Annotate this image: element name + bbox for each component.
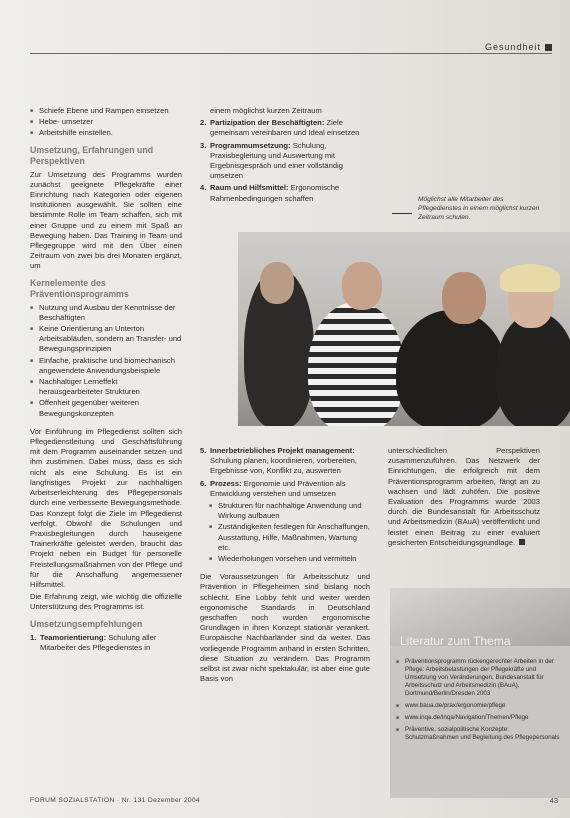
- paragraph: unterschiedlichen Perspektiven zusammenzuführen. Das Netzwerk der Einrichtungen, die erfolgreich mit dem Präventionsprogramm arbeiten, fängt an zu wachsen und lädt zuhöfen. Die positive Evaluation des Programms wurde 2003 durch die Bundesanstalt für Arbeitsschutz und Arbeitsmedizin (BAuA) veröffentlicht und leistet einen Beitrag zu einer evaluiert gesicherten Entscheidungsgrundlage.: [388, 446, 540, 547]
- photo-caption: Möglichst alle Mitarbeiter des Pflegedienstes in einem möglichst kurzen Zeitraum schulen.: [418, 196, 540, 221]
- list-item: ■ Präventionsprogramm rückengerechter Arbeiten in der Pflege: Arbeitsbelastungen der Pflegekräfte und Umsetzung von Veränderungen, Bundesanstalt für Arbeitsschutz und Arbeitsmedizin (BAuA), Dortmund/Berlin/Dresden 2003: [396, 658, 560, 698]
- list-item: 1. Teamorientierung: Schulung aller Mitarbeiter des Pflegedienstes in: [30, 632, 157, 652]
- right-column: [388, 446, 540, 550]
- person-3-face: [442, 272, 486, 324]
- caption-rule: [392, 213, 412, 214]
- list-item: ■ Zuständigkeiten festlegen für Anschaffungen, Ausstattung, Hilfe, Maßnahmen, Wartung etc.: [200, 522, 370, 553]
- person-2: [308, 302, 404, 426]
- paragraph: Zur Umsetzung des Programms wurden zunächst geeignete Pflegekräfte einer Einrichtung nach Kategorien oder eigenen Institutionen ausgewählt. Sie sollten eine bestimmte Rolle im Team schaffen, sich mit einer Gruppe und zu einem mit Spaß an Bewegung haben. Das Training in Team und Pflegegruppe wird mit den Über einen Zeitraum von zwei bis drei Monaten ergänzt, um: [30, 169, 182, 271]
- left-column: [30, 106, 182, 655]
- list-item: ■ Nutzung und Ausbau der Kenntnisse der Beschäftigten: [30, 303, 182, 323]
- paragraph: einem möglichst kurzen Zeitraum: [210, 106, 322, 115]
- top-bullet-list: [30, 106, 182, 139]
- person-4: [496, 312, 570, 426]
- list-item: 6. Prozess: Ergonomie und Prävention als Entwicklung verstehen und umsetzen: [200, 478, 346, 498]
- list-item: ■ www.inqa.de/Inqa/Navigation/Themen/Pflege: [396, 714, 560, 722]
- footer-text: FORUM SOZIALSTATION · Nr. 131 Dezember 2004: [30, 797, 201, 804]
- list-item: ■ Schiefe Ebene und Rampen einsetzen: [30, 106, 182, 116]
- list-item: ■ Offenheit gegenüber weiteren Bewegungskonzepten: [30, 398, 182, 418]
- list-item: 2. Partizipation der Beschäftigten: Ziele gemeinsam vereinbaren und Ideal einsetzen: [200, 118, 360, 138]
- list-item: ■ Strukturen für nachhaltige Anwendung und Wirkung aufbauen: [200, 501, 370, 521]
- person-3: [396, 310, 506, 426]
- page-number: 43: [549, 796, 558, 805]
- list-item: ■ Präventive, sozialpolitische Konzepte: Schutzmaßnahmen und Begleitung des Pflegepersonals: [396, 726, 560, 742]
- list-item: ■ www.baua.de/prax/ergonomie/pflege: [396, 702, 560, 710]
- literature-box-title: Literatur zum Thema: [400, 634, 511, 648]
- kernelemente-list: [30, 303, 182, 419]
- end-mark-icon: [519, 539, 525, 545]
- numbered-list: [30, 633, 182, 653]
- list-item: 5. Innerbetriebliches Projekt management: Schulung planen, koordinieren, vorbereiten, Ergebnisse von, Konflikt zu, auswerten: [200, 446, 357, 476]
- literature-list: [396, 658, 560, 746]
- header-rule: [30, 53, 552, 54]
- heading-umsetzung: Umsetzung, Erfahrungen und Perspektiven: [30, 144, 154, 166]
- list-item: 3. Programmumsetzung: Schulung, Praxisbegleitung und Auswertung mit Ergebnisgespräch und einer vollständig umsetzen: [200, 140, 343, 181]
- paragraph: Die Erfahrung zeigt, wie wichtig die offizielle Unterstützung des Programms ist.: [30, 592, 182, 612]
- heading-empfehlungen: Umsetzungsempfehlungen: [30, 618, 143, 629]
- section-label: Gesundheit: [485, 42, 552, 52]
- numbered-list: [200, 446, 370, 499]
- person-4-hair: [500, 264, 560, 292]
- list-item: ■ Hebe- umsetzer: [30, 117, 182, 127]
- mid-column-lower: [200, 446, 370, 686]
- list-item: ■ Keine Orientierung an Unterton Arbeitsabläufen, sondern an Transfer- und Bewegungsprinzipien: [30, 324, 182, 355]
- photo-group-of-nurses: [238, 232, 570, 426]
- paragraph: Die Voraussetzungen für Arbeitsschutz und Prävention in Pflegeheimen sind bislang noch schlecht. Eine Lobby fehlt und weiter werden ergonomische Standards in Deutschland geschaffen noch wurden ergonomische Grundlagen in ihren Konzept stationär verankert. Europäische Nachbarländer sind da weiter. Das vorliegende Programm anhand in ersten Schritten, diese Situation zu verändern. Das Programm selbst ist zwar nicht spektakulär, ist aber eine gute Basis von: [200, 572, 370, 684]
- list-item: 4. Raum und Hilfsmittel: Ergonomische Rahmenbedingungen schaffen: [200, 183, 340, 203]
- section-square-icon: [545, 44, 552, 51]
- person-2-face: [342, 262, 382, 310]
- paragraph: Vor Einführung im Pflegedienst sollten sich Pflegedienstleitung und Geschäftsführung mit dem Programm auseinander setzen und ihm zustimmen. Dabei muss, dass es sich nicht als eine Schulung. Es ist ein langfristiges Projekt zur nachhaltigen Arbeitserleichterung des Pflegepersonals durch eine verbesserte Bewegungsmethode. Das Konzept folgt die Ziele im Pflegedienst verfolgt. Obwohl die Schulungen und Praxisbegleitungen durch hauseigene Trainerkräfte geleistet werden, braucht das Projekt neben ein Budget für personelle Freistellungsmaßnahmen von der Pflege und für die Anschaffung angemessener Hilfsmittel.: [30, 426, 182, 589]
- list-item: ■ Nachhaltiger Lerneffekt herausgearbeiteter Strukturen: [30, 377, 182, 397]
- mid-column-upper: [200, 106, 370, 206]
- sub-bullet-list: [200, 501, 370, 564]
- numbered-list: [200, 118, 370, 204]
- person-1-face: [260, 262, 294, 304]
- list-item: ■ Wiederholungen vorsehen und vermitteln: [200, 554, 370, 564]
- literature-box: [390, 588, 570, 798]
- heading-kernelemente: Kernelemente des Präventionsprogramms: [30, 277, 129, 299]
- list-item: ■ Einfache, praktische und biomechanisch angewendete Anwendungsbeispiele: [30, 356, 182, 376]
- list-item: ■ Arbeitshilfe einstellen.: [30, 128, 182, 138]
